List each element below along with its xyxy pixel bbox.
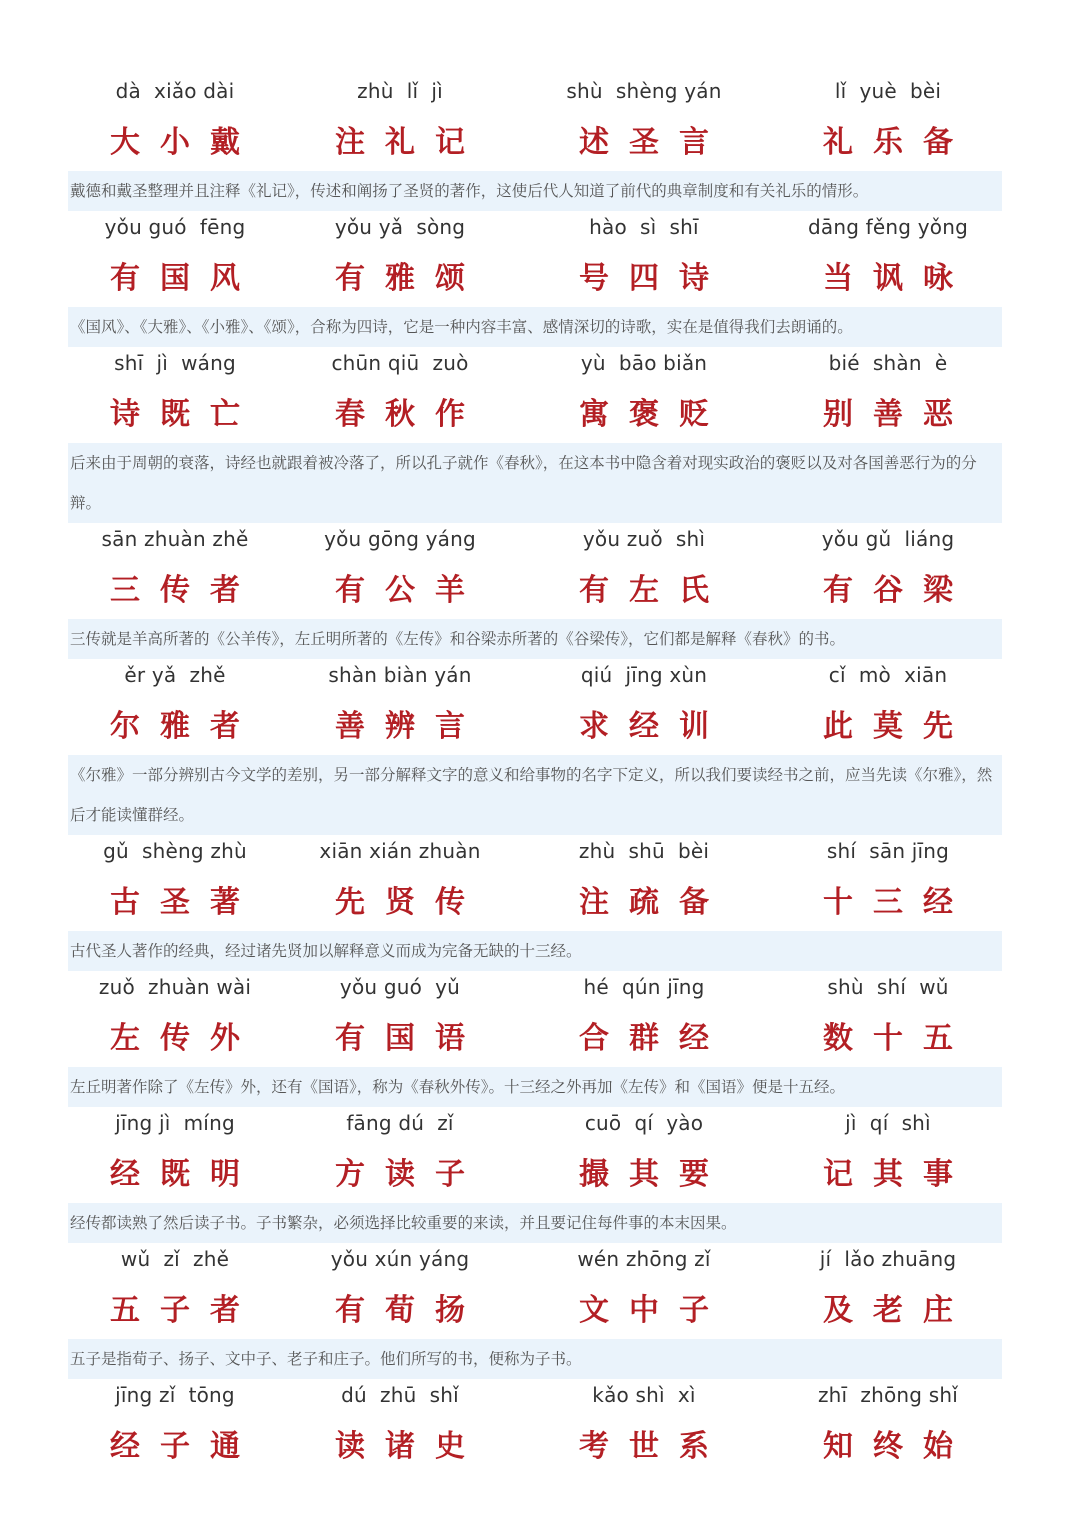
pinyin: cǐ mò xiān — [828, 663, 948, 687]
hanzi: 合群经 — [579, 1021, 729, 1056]
hanzi: 经既明 — [110, 1157, 260, 1192]
pinyin: kǎo shì xì — [592, 1383, 696, 1407]
pinyin: xiān xián zhuàn — [319, 839, 481, 863]
hanzi: 述圣言 — [579, 125, 729, 160]
verse-row — [0, 961, 1080, 1067]
explanation-note: 三传就是羊高所著的《公羊传》，左丘明所著的《左传》和谷梁赤所著的《谷梁传》，它们都是解释《春秋》的书。 — [68, 619, 1002, 659]
hanzi: 及老庄 — [823, 1293, 973, 1328]
verse-row — [0, 1233, 1080, 1339]
verse-row — [0, 1097, 1080, 1203]
pinyin: shù shèng yán — [566, 79, 722, 103]
hanzi: 诗既亡 — [110, 397, 260, 432]
verse-block-2 — [0, 201, 1080, 347]
pinyin: zhù shū bèi — [578, 839, 710, 863]
pinyin: hé qún jīng — [583, 975, 705, 999]
pinyin: shí sān jīng — [826, 839, 950, 863]
hanzi: 五子者 — [110, 1293, 260, 1328]
pinyin: yǒu zuǒ shì — [582, 527, 706, 551]
pinyin: shī jì wáng — [114, 351, 236, 375]
hanzi: 十三经 — [823, 885, 973, 920]
hanzi: 当讽咏 — [823, 261, 973, 296]
pinyin: chūn qiū zuò — [331, 351, 469, 375]
verse-block-6 — [0, 825, 1080, 971]
hanzi: 有谷梁 — [823, 573, 973, 608]
hanzi: 古圣著 — [110, 885, 260, 920]
pinyin: yǒu gōng yáng — [324, 527, 476, 551]
hanzi: 春秋作 — [335, 397, 485, 432]
hanzi: 撮其要 — [579, 1157, 729, 1192]
pinyin: yǒu yǎ sòng — [334, 215, 466, 239]
hanzi: 注疏备 — [579, 885, 729, 920]
pinyin: ěr yǎ zhě — [124, 663, 226, 687]
pinyin: jì qí shì — [845, 1111, 931, 1135]
hanzi: 有国风 — [110, 261, 260, 296]
hanzi: 记其事 — [823, 1157, 973, 1192]
hanzi: 注礼记 — [335, 125, 485, 160]
hanzi: 求经训 — [579, 709, 729, 744]
pinyin: sān zhuàn zhě — [101, 527, 249, 551]
verse-block-7 — [0, 961, 1080, 1107]
verse-row — [0, 649, 1080, 755]
hanzi: 经子通 — [110, 1429, 260, 1464]
pinyin: zhù lǐ jì — [357, 79, 443, 103]
verse-block-10 — [0, 1369, 1080, 1475]
pinyin: bié shàn è — [828, 351, 948, 375]
explanation-note: 《国风》、《大雅》、《小雅》、《颂》，合称为四诗，它是一种内容丰富、感情深切的诗歌，实在是值得我们去朗诵的。 — [68, 307, 1002, 347]
pinyin: wén zhōng zǐ — [577, 1247, 711, 1271]
explanation-note: 左丘明著作除了《左传》外，还有《国语》，称为《春秋外传》。十三经之外再加《左传》和《国语》便是十五经。 — [68, 1067, 1002, 1107]
pinyin: qiú jīng xùn — [580, 663, 708, 687]
pinyin: yǒu guó yǔ — [339, 975, 461, 999]
pinyin: zuǒ zhuàn wài — [98, 975, 252, 999]
pinyin: dà xiǎo dài — [115, 79, 235, 103]
pinyin: lǐ yuè bèi — [834, 79, 942, 103]
verse-row — [0, 825, 1080, 931]
hanzi: 寓褒贬 — [579, 397, 729, 432]
pinyin: zhī zhōng shǐ — [817, 1383, 959, 1407]
pinyin: yǒu guó fēng — [104, 215, 246, 239]
hanzi: 知终始 — [823, 1429, 973, 1464]
verse-block-8 — [0, 1097, 1080, 1243]
pinyin: jīng zǐ tōng — [115, 1383, 235, 1407]
pinyin: dú zhū shǐ — [341, 1383, 459, 1407]
explanation-note: 古代圣人著作的经典，经过诸先贤加以解释意义而成为完备无缺的十三经。 — [68, 931, 1002, 971]
verse-row — [0, 513, 1080, 619]
explanation-note: 经传都读熟了然后读子书。子书繁杂，必须选择比较重要的来读，并且要记住每件事的本末因果。 — [68, 1203, 1002, 1243]
pinyin: wǔ zǐ zhě — [120, 1247, 230, 1271]
hanzi: 数十五 — [823, 1021, 973, 1056]
verse-row — [0, 65, 1080, 171]
hanzi: 三传者 — [110, 573, 260, 608]
pinyin: yù bāo biǎn — [580, 351, 708, 375]
hanzi: 有左氏 — [579, 573, 729, 608]
verse-block-4 — [0, 513, 1080, 659]
hanzi: 方读子 — [335, 1157, 485, 1192]
explanation-note: 五子是指荀子、扬子、文中子、老子和庄子。他们所写的书，便称为子书。 — [68, 1339, 1002, 1379]
pinyin: shù shí wǔ — [827, 975, 949, 999]
hanzi: 尔雅者 — [110, 709, 260, 744]
pinyin: jīng jì míng — [115, 1111, 235, 1135]
hanzi: 此莫先 — [823, 709, 973, 744]
pinyin: gǔ shèng zhù — [103, 839, 247, 863]
hanzi: 有荀扬 — [335, 1293, 485, 1328]
pinyin: jí lǎo zhuāng — [819, 1247, 957, 1271]
verse-block-5 — [0, 649, 1080, 835]
hanzi: 大小戴 — [110, 125, 260, 160]
verse-block-9 — [0, 1233, 1080, 1379]
verse-block-3 — [0, 337, 1080, 523]
hanzi: 左传外 — [110, 1021, 260, 1056]
hanzi: 礼乐备 — [823, 125, 973, 160]
pinyin: dāng fěng yǒng — [808, 215, 968, 239]
pinyin: yǒu gǔ liáng — [821, 527, 955, 551]
verse-block-1 — [0, 65, 1080, 211]
hanzi: 先贤传 — [335, 885, 485, 920]
pinyin: fāng dú zǐ — [346, 1111, 454, 1135]
hanzi: 有雅颂 — [335, 261, 485, 296]
pinyin: cuō qí yào — [584, 1111, 704, 1135]
hanzi: 读诸史 — [335, 1429, 485, 1464]
explanation-note: 戴德和戴圣整理并且注释《礼记》，传述和阐扬了圣贤的著作，这使后代人知道了前代的典章制度和有关礼乐的情形。 — [68, 171, 1002, 211]
hanzi: 有公羊 — [335, 573, 485, 608]
verse-row — [0, 201, 1080, 307]
pinyin: shàn biàn yán — [328, 663, 472, 687]
hanzi: 考世系 — [579, 1429, 729, 1464]
hanzi: 文中子 — [579, 1293, 729, 1328]
hanzi: 善辨言 — [335, 709, 485, 744]
hanzi: 有国语 — [335, 1021, 485, 1056]
pinyin: yǒu xún yáng — [330, 1247, 470, 1271]
hanzi: 别善恶 — [823, 397, 973, 432]
explanation-note: 后来由于周朝的衰落，诗经也就跟着被冷落了，所以孔子就作《春秋》，在这本书中隐含着对现实政治的褒贬以及对各国善恶行为的分辩。 — [68, 443, 1002, 523]
hanzi: 号四诗 — [579, 261, 729, 296]
verse-row — [0, 337, 1080, 443]
verse-row — [0, 1369, 1080, 1475]
explanation-note: 《尔雅》一部分辨别古今文学的差别，另一部分解释文字的意义和给事物的名字下定义，所以我们要读经书之前，应当先读《尔雅》，然后才能读懂群经。 — [68, 755, 1002, 835]
pinyin: hào sì shī — [589, 215, 699, 239]
